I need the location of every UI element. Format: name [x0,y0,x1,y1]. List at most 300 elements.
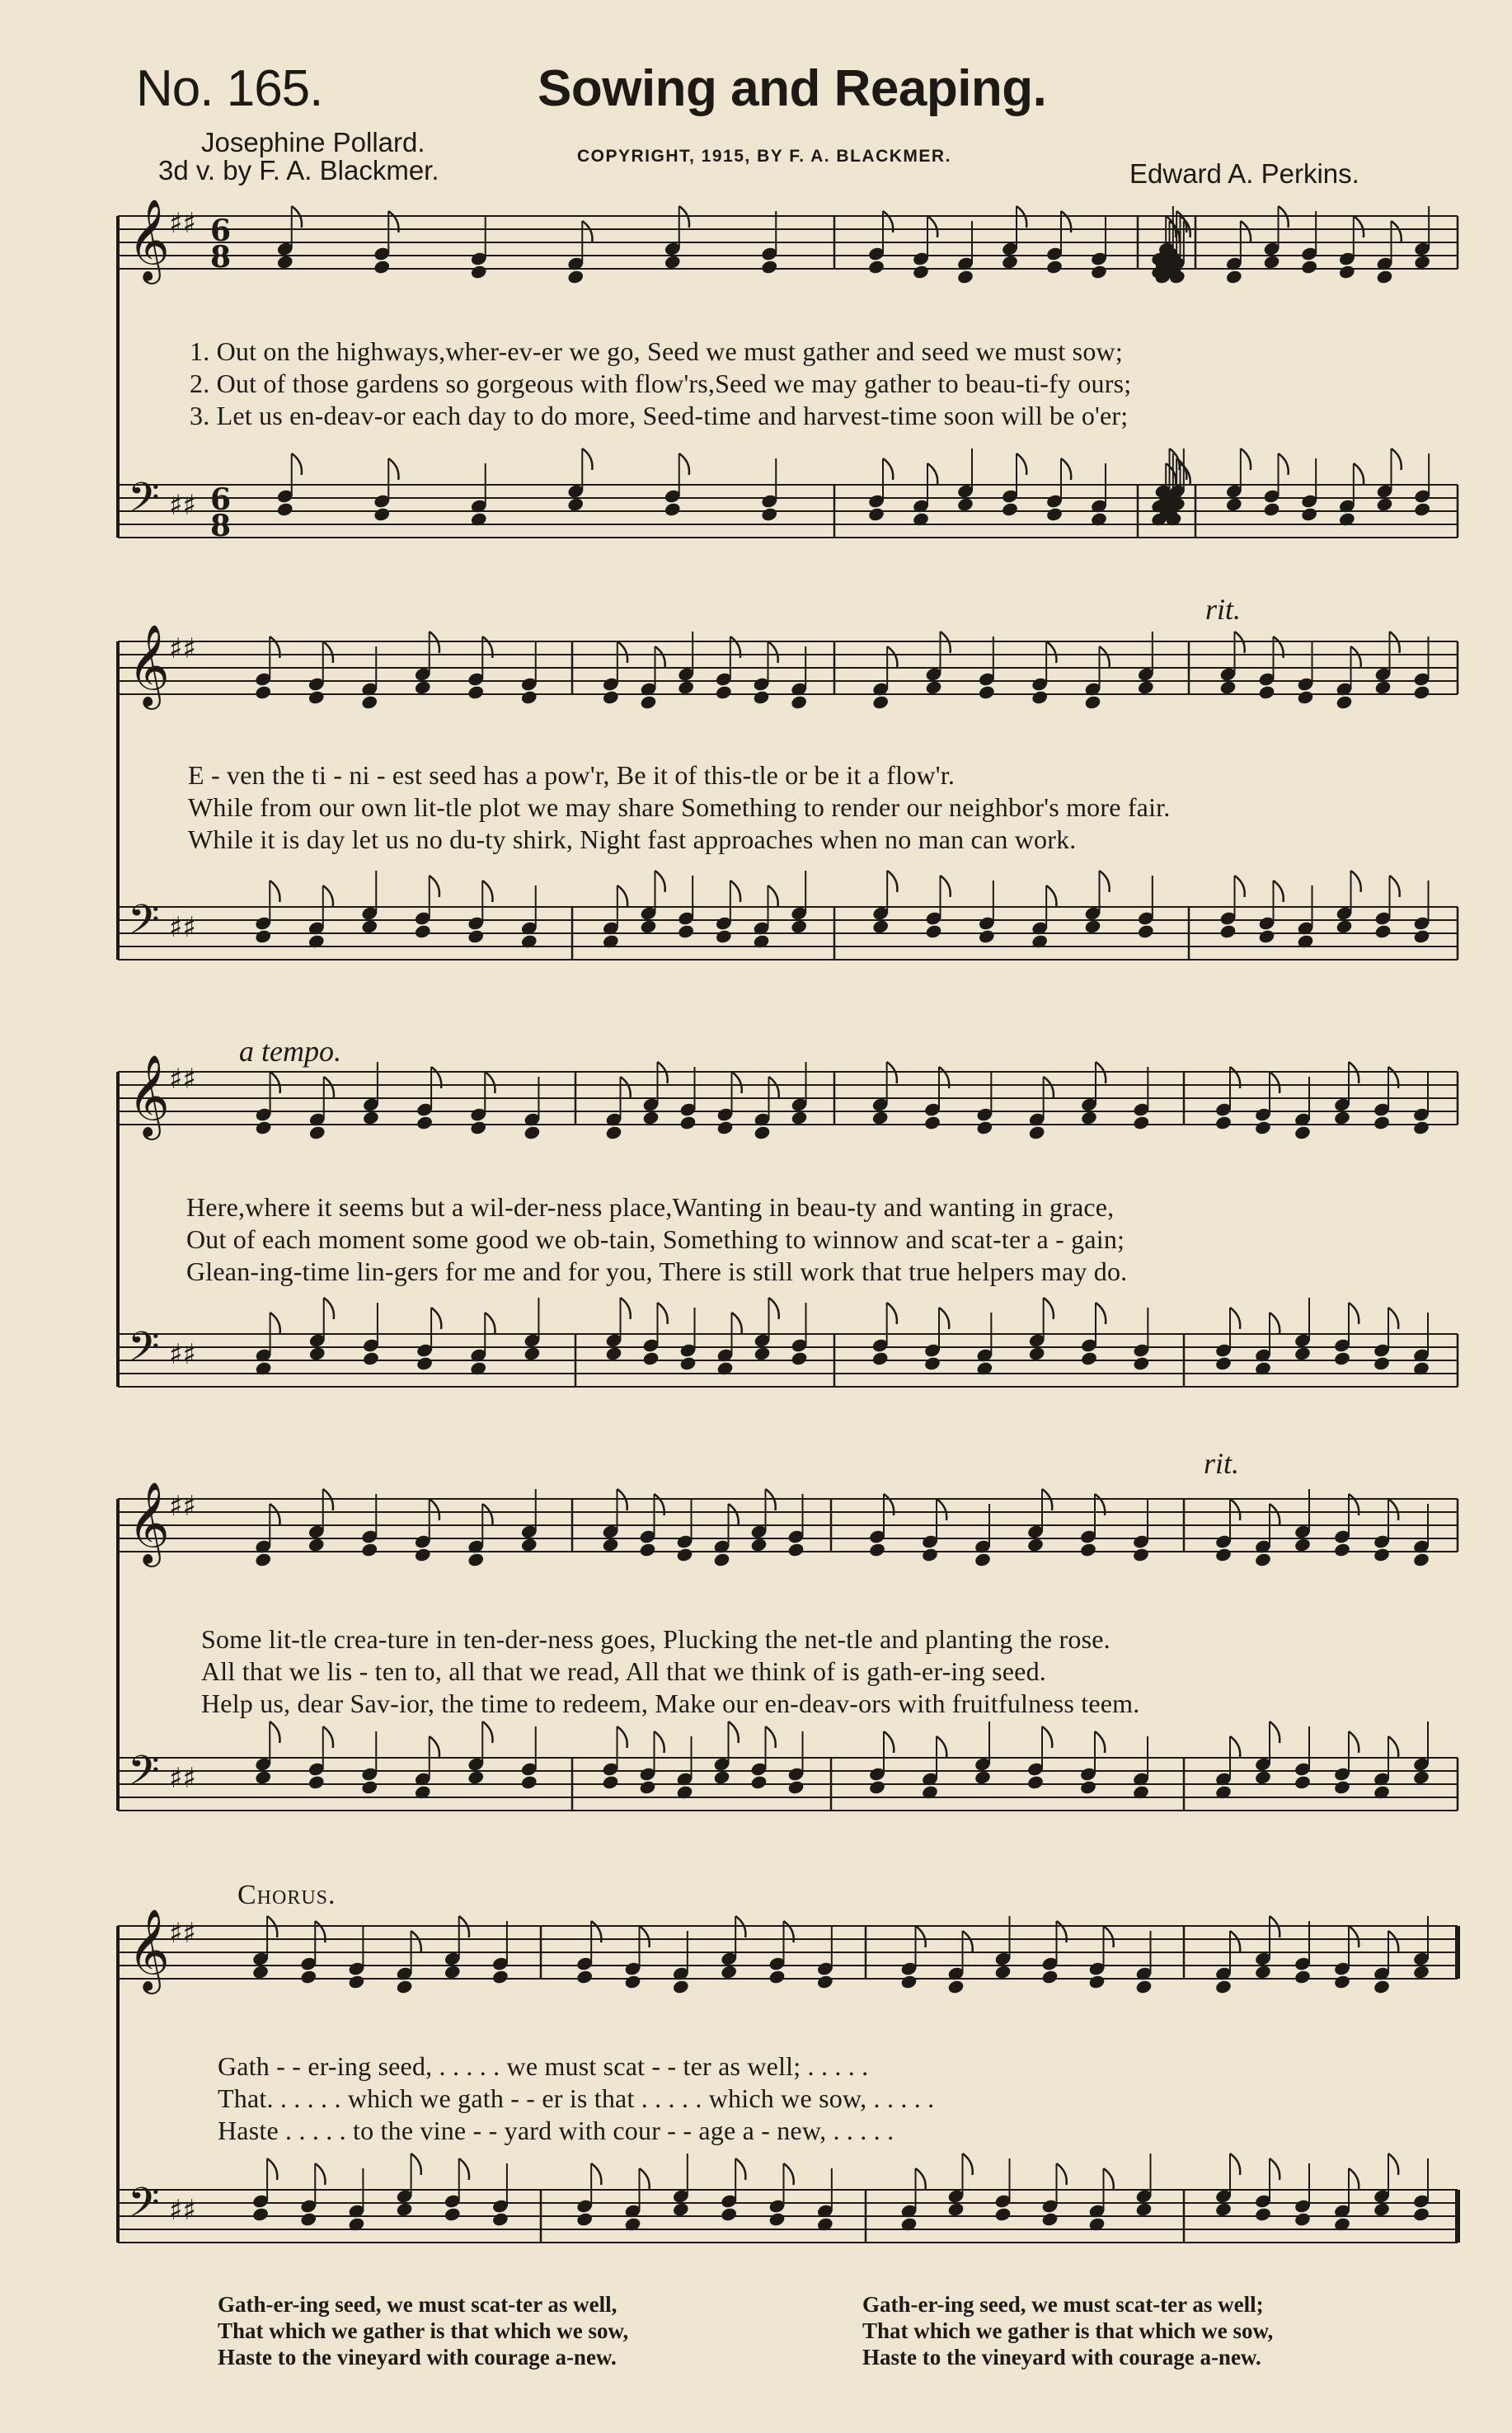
note-head [753,689,771,705]
note-flag [1349,1303,1359,1324]
note-flag [270,1313,280,1334]
note-head [974,1552,992,1567]
note-flag [732,1072,742,1093]
note-head [923,1115,941,1130]
note-head [900,1974,918,1989]
note-flag [1392,449,1402,470]
note-flag [1181,463,1190,485]
note-head [672,2201,690,2217]
note-head [414,923,432,939]
bass-echo-text: That which we gather is that which we sow, [218,2318,629,2343]
note-head [791,1350,809,1366]
treble-clef-icon: 𝄞 [128,1909,170,1991]
note-flag [1354,216,1364,237]
note-flag [1230,1931,1240,1952]
note-head [1080,1110,1098,1125]
note-flag [617,885,627,907]
note-head [254,1552,272,1567]
note-head [467,1769,485,1785]
lyric-line: While it is day let us no du-ty shirk, Night fast approaches when no man can work. [188,824,1077,854]
note-head [444,2206,462,2222]
note-head [754,1125,772,1140]
note-head [602,1537,620,1552]
note-head [1001,254,1019,270]
lyric-line: All that we lis - ten to, all that we read, All that we think of is gath-er-ing seed. [201,1656,1046,1686]
note-head [1374,679,1392,695]
note-head [1333,1542,1351,1557]
note-head [299,1969,317,1984]
note-flag [1230,1499,1240,1520]
copyright-notice: COPYRIGHT, 1915, BY F. A. BLACKMER. [577,147,951,166]
note-head [867,506,885,522]
note-flag [1390,876,1400,897]
note-head [362,1350,380,1366]
key-signature-sharps: ♯♯ [169,632,196,665]
note-head [1090,264,1108,279]
note-flag [1100,871,1110,892]
note-flag [769,1077,779,1098]
note-flag [658,1303,668,1324]
lyric-line: Gath - - er-ing seed, . . . . . we must scat - - ter as well; . . . . . [218,2051,869,2081]
note-head [1373,1355,1391,1371]
note-flag [937,1736,946,1758]
note-head [679,1115,697,1130]
note-head [1132,1355,1150,1371]
note-head [360,918,378,934]
note-head [867,259,885,275]
note-head [768,2211,787,2227]
note-head [754,1346,772,1361]
note-head [956,269,974,284]
note-head [524,1125,542,1140]
treble-clef-icon: 𝄞 [128,624,170,707]
note-head [925,679,943,695]
note-flag [1230,1308,1240,1329]
a-tempo-marking: a tempo. [239,1035,341,1068]
note-head [362,1110,380,1125]
note-head [308,1125,326,1140]
bass-echo-text: Gath-er-ing seed, we must scat-ter as well; [862,2292,1264,2317]
note-head [1338,264,1356,279]
words-credit: Josephine Pollard. [201,127,425,157]
note-head [640,918,658,934]
note-head [1001,501,1019,517]
bass-clef-icon: 𝄢 [128,1323,160,1381]
note-head [1373,1979,1391,1994]
note-head [1333,1110,1351,1125]
note-flag [769,1298,779,1319]
note-head [605,1125,623,1140]
note-head [276,254,294,270]
note-flag [1270,1721,1280,1743]
ritardando-marking: rit. [1205,593,1242,626]
treble-clef-icon: 𝄞 [128,1482,170,1564]
note-flag [270,1072,280,1093]
note-head [760,506,778,522]
bass-clef-icon: 𝄢 [128,1747,160,1805]
note-head [1373,2201,1391,2217]
note-head [467,684,485,700]
note-flag [430,1736,439,1758]
note-flag [887,646,897,668]
note-head [1254,1964,1272,1980]
note-head [679,1355,697,1371]
note-head [308,689,326,705]
note-flag [323,1726,333,1748]
note-flag [883,458,893,480]
note-head [520,1537,538,1552]
note-head [251,1964,270,1980]
note-head [1219,679,1237,695]
note-head [947,1979,965,1994]
note-head [255,1120,273,1135]
note-head [1084,918,1102,934]
note-flag [766,1726,776,1748]
note-head [1373,1115,1391,1130]
bass-echo-text: Gath-er-ing seed, we must scat-ter as well, [218,2292,617,2317]
note-head [1041,2211,1059,2227]
note-flag [655,1731,664,1753]
note-head [1045,259,1064,275]
note-head [677,923,695,939]
note-flag [1104,1926,1114,1947]
note-head [1214,1979,1233,1994]
note-flag [1351,646,1361,668]
note-head [254,1769,272,1785]
note-head [308,1537,326,1552]
note-head [1028,1125,1046,1140]
note-head [750,1537,768,1552]
note-head [1132,1115,1150,1130]
note-flag [1166,463,1176,485]
key-signature-sharps: ♯♯ [169,1917,196,1950]
note-head [396,1979,414,1994]
note-flag [1349,1731,1359,1753]
note-flag [270,1721,279,1743]
note-head [978,928,996,944]
note-head [1376,269,1394,284]
note-head [1413,928,1431,944]
note-head [575,2211,594,2227]
note-head [642,1110,660,1125]
note-flag [1388,1308,1398,1329]
note-flag [1274,881,1284,902]
lyric-line: Glean-ing-time lin-gers for me and for you, There is still work that true helpers may do. [186,1256,1128,1286]
note-head [720,1964,738,1980]
note-flag [1042,1726,1052,1748]
note-head [664,501,682,517]
note-flag [267,2158,277,2180]
note-head [791,1110,809,1125]
note-head [1373,1547,1391,1562]
note-head [1263,254,1281,270]
lyric-line: While from our own lit-tle plot we may share Something to render our neighbor's more fair. [188,792,1171,822]
note-flag [485,1313,495,1334]
note-head [416,1115,434,1130]
note-head [816,1974,834,1989]
note-head [921,1547,939,1562]
note-flag [963,1931,973,1952]
note-head [520,1774,538,1790]
note-head [1214,2201,1233,2217]
note-flag [784,2163,794,2185]
note-flag [1044,1298,1054,1319]
note-head [1214,1115,1233,1130]
note-flag [617,641,627,663]
lyric-line: That. . . . . . which we gath - - er is that . . . . . which we sow, . . . . . [218,2083,935,2113]
note-head [444,1964,462,1980]
note-head [308,1346,326,1361]
note-head [1026,1774,1045,1790]
note-flag [768,885,778,907]
note-head [639,1779,657,1795]
note-head [1412,1120,1430,1135]
note-head [1294,2211,1312,2227]
note-head [1137,679,1155,695]
note-head [1413,254,1431,270]
note-head [1045,506,1064,522]
bass-clef-icon: 𝄢 [128,474,160,532]
note-head [715,928,733,944]
note-head [491,2211,509,2227]
note-head [414,1547,432,1562]
note-head [1336,918,1354,934]
note-head [1026,1537,1045,1552]
note-head [787,1779,805,1795]
treble-clef-icon: 𝄞 [128,199,170,281]
note-head [308,1774,326,1790]
note-flag [1270,1504,1280,1525]
key-signature-sharps: ♯♯ [169,207,196,240]
note-head [642,1350,660,1366]
note-head [994,2206,1012,2222]
note-flag [323,885,333,907]
note-flag [916,2168,926,2190]
note-head [299,2211,317,2227]
note-flag [430,876,439,897]
note-head [912,264,930,279]
note-head [414,679,432,695]
note-flag [640,2168,650,2190]
chorus-marking: Chorus. [237,1880,336,1910]
note-head [575,1969,594,1984]
note-flag [729,1721,739,1743]
note-flag [1388,1736,1398,1758]
note-head [1412,1552,1430,1567]
note-flag [431,1308,441,1329]
note-head [1225,496,1243,512]
note-head [1028,1346,1046,1361]
note-flag [1057,2163,1067,2185]
note-flag [768,641,778,663]
note-head [373,506,391,522]
note-flag [963,2154,973,2175]
note-head [640,694,658,710]
note-head [1214,1355,1233,1371]
note-head [254,684,272,700]
note-head [871,694,890,710]
note-head [713,1769,731,1785]
note-flag [1230,2154,1240,2175]
note-head [1254,1120,1272,1135]
note-head [925,923,943,939]
note-head [716,1120,735,1135]
note-head [416,1355,434,1371]
time-signature-top: 6 [210,482,232,517]
note-head [672,1979,690,1994]
lyric-line: Some lit-tle crea-ture in ten-der-ness goes, Plucking the net-tle and planting the rose. [201,1624,1111,1654]
note-head [994,1964,1012,1980]
key-signature-sharps: ♯♯ [169,911,196,944]
note-head [1080,1350,1098,1366]
note-flag [887,871,897,892]
note-head [975,1120,993,1135]
note-flag [1046,885,1056,907]
note-flag [1100,646,1110,668]
note-flag [640,1926,650,1947]
note-flag [482,881,492,902]
note-head [1374,923,1392,939]
note-head [1294,1346,1312,1361]
note-head [974,1769,992,1785]
note-flag [1270,1313,1280,1334]
lyric-line: Out of each moment some good we ob-tain, Something to winnow and scat-ter a - gain; [186,1224,1125,1254]
note-head [1031,689,1049,705]
lyric-line: Here,where it seems but a wil-der-ness place,Wanting in beau-ty and wanting in grace, [186,1192,1115,1222]
note-flag [1241,449,1251,470]
note-head [254,928,272,944]
note-flag [582,221,592,242]
note-flag [939,1308,949,1329]
note-flag [482,1721,492,1743]
note-head [923,1355,941,1371]
note-head [566,269,585,284]
note-flag [1235,876,1245,897]
lyric-line: 2. Out of those gardens so gorgeous with flow'rs,Seed we may gather to beau-ti-fy ours; [190,369,1132,398]
note-flag [1354,463,1364,485]
note-head [276,501,294,517]
note-flag [679,453,689,475]
note-flag [617,1726,627,1748]
key-signature-sharps: ♯♯ [169,2194,196,2227]
note-head [1333,1974,1351,1989]
note-flag [1241,221,1251,242]
hymn-number: No. 165. [136,60,323,117]
note-head [360,1542,378,1557]
note-flag [411,2154,421,2175]
note-flag [292,453,302,475]
note-head [1263,501,1281,517]
note-head [566,496,585,512]
note-head [1258,928,1276,944]
note-flag [315,2163,325,2185]
note-head [469,1120,487,1135]
note-flag [1230,1736,1240,1758]
note-head [1254,2206,1272,2222]
note-head [868,1542,886,1557]
note-flag [1061,458,1071,480]
note-head [1412,1769,1430,1785]
note-flag [388,458,398,480]
words-credit-third-verse: 3d v. by F. A. Blackmer. [158,155,439,186]
note-flag [430,1499,439,1520]
note-head [1412,1964,1430,1980]
note-flag [1181,216,1190,237]
note-head [1258,684,1276,700]
note-head [373,259,391,275]
note-flag [1349,2168,1359,2190]
note-flag [1046,641,1056,663]
note-flag [621,1298,631,1319]
note-head [602,689,620,705]
note-flag [1388,1931,1398,1952]
note-flag [735,2158,745,2180]
note-head [790,918,808,934]
note-flag [1095,1731,1105,1753]
note-flag [884,1731,894,1753]
note-flag [887,1303,897,1324]
note-head [1294,1774,1312,1790]
note-head [871,1110,890,1125]
key-signature-sharps: ♯♯ [169,489,196,522]
note-flag [655,646,665,668]
note-head [1084,694,1102,710]
note-flag [927,463,937,485]
note-head [1294,1537,1312,1552]
note-head [1079,1779,1097,1795]
note-flag [1096,1303,1106,1324]
note-flag [655,871,665,892]
note-head [1333,1350,1351,1366]
note-head [750,1774,768,1790]
note-head [790,694,808,710]
note-head [871,1350,890,1366]
note-head [605,1346,623,1361]
note-flag [1279,453,1289,475]
note-head [348,1974,366,1989]
note-head [1254,1552,1272,1567]
note-head [470,264,488,279]
note-head [713,1552,731,1567]
note-flag [324,1077,334,1098]
note-head [1254,1769,1272,1785]
note-head [868,1779,886,1795]
note-head [1333,1779,1351,1795]
note-head [720,2206,738,2222]
note-head [978,684,996,700]
note-flag [1104,2168,1114,2190]
note-head [1300,259,1318,275]
note-flag [459,2158,469,2180]
note-head [768,1969,787,1984]
bass-clef-icon: 𝄢 [128,896,160,954]
lyric-line: 3. Let us en-deav-or each day to do more, Seed-time and harvest-time soon will be o'er; [190,401,1129,430]
bass-echo-text: Haste to the vineyard with courage a-new. [862,2345,1261,2370]
note-flag [1170,221,1180,242]
note-flag [937,1499,946,1520]
note-head [491,1969,509,1984]
note-head [1079,1542,1097,1557]
note-head [1225,269,1243,284]
note-head [1135,1979,1153,1994]
note-head [1413,684,1431,700]
note-head [524,1346,542,1361]
note-flag [927,216,937,237]
note-head [871,918,890,934]
note-flag [729,1504,739,1525]
key-signature-sharps: ♯♯ [169,1338,196,1371]
note-head [467,928,485,944]
